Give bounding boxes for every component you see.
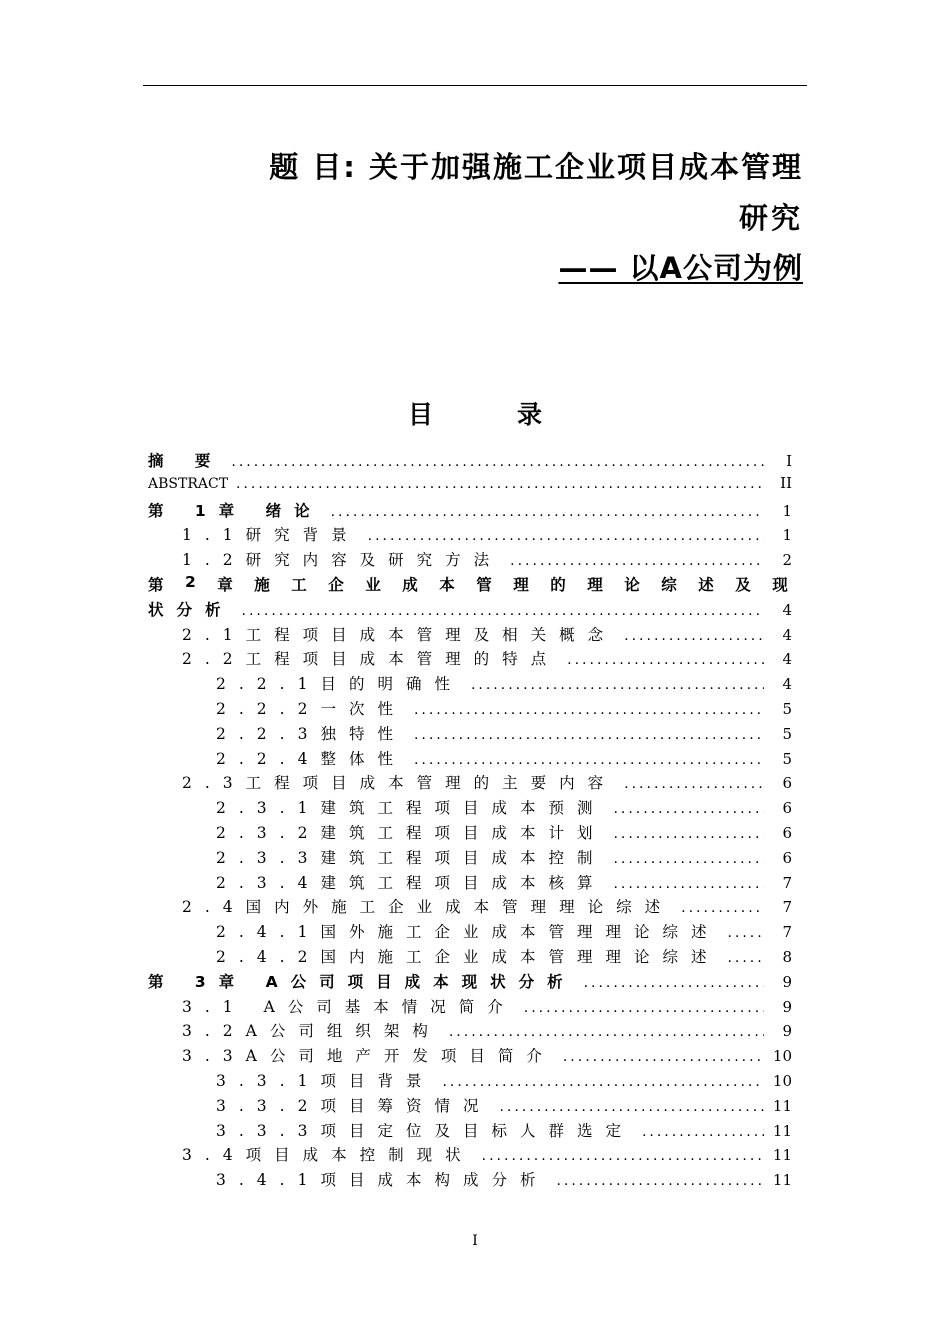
toc-leader-dots bbox=[613, 876, 764, 892]
toc-entry[interactable] bbox=[148, 1069, 800, 1094]
toc-entry[interactable] bbox=[148, 1168, 800, 1193]
toc-leader-dots bbox=[624, 776, 764, 792]
toc-entry-label: 2.3.3建筑工程项目成本控制 bbox=[216, 848, 606, 867]
toc-leader-dots bbox=[524, 1000, 764, 1016]
toc-entry[interactable] bbox=[148, 499, 800, 524]
toc-entry-page: 5 bbox=[782, 699, 792, 718]
toc-leader-dots bbox=[499, 1099, 764, 1115]
toc-chapter2-char: 本 bbox=[439, 575, 455, 594]
toc-chapter2-line1[interactable] bbox=[148, 573, 788, 598]
toc-entry-page: 1 bbox=[782, 501, 792, 520]
toc-entry[interactable] bbox=[148, 995, 800, 1020]
toc-entry-label: 3.4.1项目成本构成分析 bbox=[216, 1171, 549, 1190]
toc-entry[interactable] bbox=[148, 672, 800, 697]
toc-entry[interactable] bbox=[148, 697, 800, 722]
toc-entry-page: 2 bbox=[782, 551, 792, 570]
toc-leader-dots bbox=[681, 900, 764, 916]
toc-leader-dots bbox=[368, 528, 764, 544]
toc-entry[interactable] bbox=[148, 970, 800, 995]
toc-entry-label: 3.3.2项目筹资情况 bbox=[216, 1096, 492, 1115]
toc-leader-dots bbox=[613, 826, 764, 842]
toc-entry-page: 4 bbox=[782, 675, 792, 694]
toc-entry-label: 2.2工程项目成本管理的特点 bbox=[182, 650, 560, 669]
toc-leader-dots bbox=[624, 628, 764, 644]
toc-entry-label: 2.2.4整体性 bbox=[216, 749, 406, 768]
toc-entry-page: 8 bbox=[782, 947, 792, 966]
toc-entry-label: 2.3.4建筑工程项目成本核算 bbox=[216, 873, 606, 892]
toc-entry-label: 3.3.3项目定位及目标人群选定 bbox=[216, 1121, 634, 1140]
toc-entry[interactable] bbox=[148, 449, 800, 474]
toc-entry-page: 9 bbox=[782, 1022, 792, 1041]
toc-leader-dots bbox=[727, 950, 764, 966]
toc-entry-label: 3.3A公司地产开发项目简介 bbox=[182, 1047, 555, 1066]
toc-entry-label: 3.2A公司组织架构 bbox=[182, 1022, 441, 1041]
toc-entry[interactable] bbox=[148, 747, 800, 772]
toc-leader-dots bbox=[449, 1024, 764, 1040]
toc-leader-dots bbox=[567, 652, 764, 668]
toc-entry-page: 1 bbox=[782, 526, 792, 545]
toc-entry[interactable] bbox=[148, 1044, 800, 1069]
toc-leader-dots bbox=[584, 975, 764, 991]
toc-entry-page: 6 bbox=[782, 774, 792, 793]
toc-entry-page: 6 bbox=[782, 823, 792, 842]
toc-leader-dots bbox=[613, 851, 764, 867]
toc-entry-label: 2.3工程项目成本管理的主要内容 bbox=[182, 774, 617, 793]
toc-entry[interactable] bbox=[148, 920, 800, 945]
toc-entry[interactable] bbox=[148, 523, 800, 548]
toc-entry-page: 5 bbox=[782, 749, 792, 768]
toc-leader-dots bbox=[414, 727, 764, 743]
title-line-3 bbox=[143, 246, 803, 287]
toc-leader-dots bbox=[510, 553, 764, 569]
toc-entry-label: 2.2.3独特性 bbox=[216, 724, 406, 743]
toc-leader-dots bbox=[613, 801, 764, 817]
toc-chapter2-char: 论 bbox=[624, 575, 640, 594]
toc-entry-page: 4 bbox=[782, 625, 792, 644]
toc-leader-dots bbox=[642, 1124, 764, 1140]
toc-leader-dots bbox=[236, 476, 764, 492]
toc-entry-label: 2.4.1国外施工企业成本管理理论综述 bbox=[216, 923, 720, 942]
toc-entry[interactable] bbox=[148, 598, 800, 623]
toc-leader-dots bbox=[414, 702, 764, 718]
toc-entry[interactable] bbox=[148, 647, 800, 672]
toc-chapter2-char: 企 bbox=[328, 575, 344, 594]
toc-entry[interactable] bbox=[148, 796, 800, 821]
toc-entry-page: 10 bbox=[772, 1047, 792, 1066]
toc-entry[interactable] bbox=[148, 548, 800, 573]
toc-entry[interactable] bbox=[148, 771, 800, 796]
toc-chapter2-char: 章 bbox=[217, 575, 233, 594]
toc-entry[interactable] bbox=[148, 846, 800, 871]
toc-entry-label: 2.4国内外施工企业成本管理理论综述 bbox=[182, 898, 674, 917]
toc-entry-page: 11 bbox=[772, 1171, 792, 1190]
toc-entry[interactable] bbox=[148, 722, 800, 747]
toc-chapter2-char: 成 bbox=[402, 575, 418, 594]
toc-entry-page: I bbox=[786, 452, 792, 470]
toc-entry[interactable] bbox=[148, 474, 800, 499]
toc-entry-page: 11 bbox=[772, 1146, 792, 1165]
toc-entry-label: 3.4项目成本控制现状 bbox=[182, 1146, 474, 1165]
toc-entry-label: 1.1研究背景 bbox=[182, 526, 360, 545]
toc-leader-dots bbox=[471, 677, 764, 693]
toc-entry[interactable] bbox=[148, 1143, 800, 1168]
toc-chapter2-char: 工 bbox=[291, 575, 307, 594]
title-line-1: 题 目: 关于加强施工企业项目成本管理 bbox=[269, 150, 803, 184]
toc-leader-dots bbox=[556, 1173, 764, 1189]
table-of-contents bbox=[148, 449, 800, 1193]
toc-chapter2-char: 施 bbox=[254, 575, 270, 594]
toc-chapter2-char: 管 bbox=[476, 575, 492, 594]
toc-entry[interactable] bbox=[148, 871, 800, 896]
subtitle: —— 以A公司为例 bbox=[558, 251, 803, 285]
toc-leader-dots bbox=[563, 1049, 764, 1065]
toc-entry-page: 10 bbox=[772, 1071, 792, 1090]
toc-entry-label: 1.2研究内容及研究方法 bbox=[182, 551, 503, 570]
toc-entry-page: 6 bbox=[782, 799, 792, 818]
toc-leader-dots bbox=[242, 603, 764, 619]
toc-entry-label: 第 3章 A公司项目成本现状分析 bbox=[148, 972, 576, 991]
toc-entry[interactable] bbox=[148, 623, 800, 648]
toc-entry-label: 状分析 bbox=[148, 600, 234, 619]
toc-chapter2-char: 现 bbox=[772, 575, 788, 594]
toc-chapter2-char: 理 bbox=[587, 575, 603, 594]
footer-page-number: I bbox=[472, 1233, 478, 1249]
toc-entry-page: 9 bbox=[782, 972, 792, 991]
toc-entry-label: 2.1工程项目成本管理及相关概念 bbox=[182, 625, 617, 644]
toc-entry-page: 11 bbox=[772, 1096, 792, 1115]
toc-chapter2-char: 业 bbox=[365, 575, 381, 594]
toc-entry[interactable] bbox=[148, 895, 800, 920]
toc-entry-page: 4 bbox=[782, 650, 792, 669]
toc-entry-page: 6 bbox=[782, 848, 792, 867]
toc-entry-label: 摘 要 bbox=[148, 452, 224, 470]
toc-chapter2-char: 的 bbox=[550, 575, 566, 594]
toc-chapter2-char: 第 bbox=[148, 575, 164, 594]
toc-leader-dots bbox=[414, 752, 764, 768]
toc-chapter2-char: 及 bbox=[735, 575, 751, 594]
toc-chapter2-char: 述 bbox=[698, 575, 714, 594]
toc-chapter2-char: 2 bbox=[185, 572, 196, 591]
toc-entry-page: 4 bbox=[782, 600, 792, 619]
toc-entry-page: 7 bbox=[782, 923, 792, 942]
header-rule bbox=[143, 85, 807, 86]
toc-entry-label: 2.4.2国内施工企业成本管理理论综述 bbox=[216, 947, 720, 966]
toc-chapter2-char: 理 bbox=[513, 575, 529, 594]
toc-leader-dots bbox=[727, 925, 764, 941]
toc-leader-dots bbox=[442, 1074, 764, 1090]
toc-leader-dots bbox=[482, 1148, 764, 1164]
toc-leader-dots bbox=[231, 454, 764, 470]
toc-entry-page: 11 bbox=[772, 1121, 792, 1140]
toc-entry-label: 2.3.2建筑工程项目成本计划 bbox=[216, 823, 606, 842]
title-line-2: 研究 bbox=[738, 201, 803, 235]
toc-entry-page: II bbox=[780, 473, 792, 492]
toc-entry-label: ABSTRACT bbox=[148, 475, 229, 492]
toc-entry[interactable] bbox=[148, 1019, 800, 1044]
toc-heading-char-1: 目 bbox=[407, 400, 433, 429]
toc-leader-dots bbox=[331, 504, 764, 520]
toc-entry[interactable] bbox=[148, 1119, 800, 1144]
toc-entry-label: 3.1 A公司基本情况简介 bbox=[182, 997, 516, 1016]
toc-entry-label: 第 1章 绪论 bbox=[148, 501, 323, 520]
toc-chapter2-char: 综 bbox=[661, 575, 677, 594]
toc-entry-label: 2.3.1建筑工程项目成本预测 bbox=[216, 799, 606, 818]
toc-entry-page: 9 bbox=[782, 997, 792, 1016]
toc-entry[interactable] bbox=[148, 945, 800, 970]
toc-entry[interactable] bbox=[148, 821, 800, 846]
toc-heading-char-2: 录 bbox=[517, 400, 543, 429]
toc-entry-label: 2.2.2一次性 bbox=[216, 699, 406, 718]
toc-entry-page: 7 bbox=[782, 898, 792, 917]
toc-heading bbox=[0, 395, 950, 431]
toc-entry[interactable] bbox=[148, 1094, 800, 1119]
toc-entry-page: 5 bbox=[782, 724, 792, 743]
toc-entry-label: 3.3.1项目背景 bbox=[216, 1071, 435, 1090]
toc-entry-page: 7 bbox=[782, 873, 792, 892]
toc-entry-label: 2.2.1目的明确性 bbox=[216, 675, 463, 694]
